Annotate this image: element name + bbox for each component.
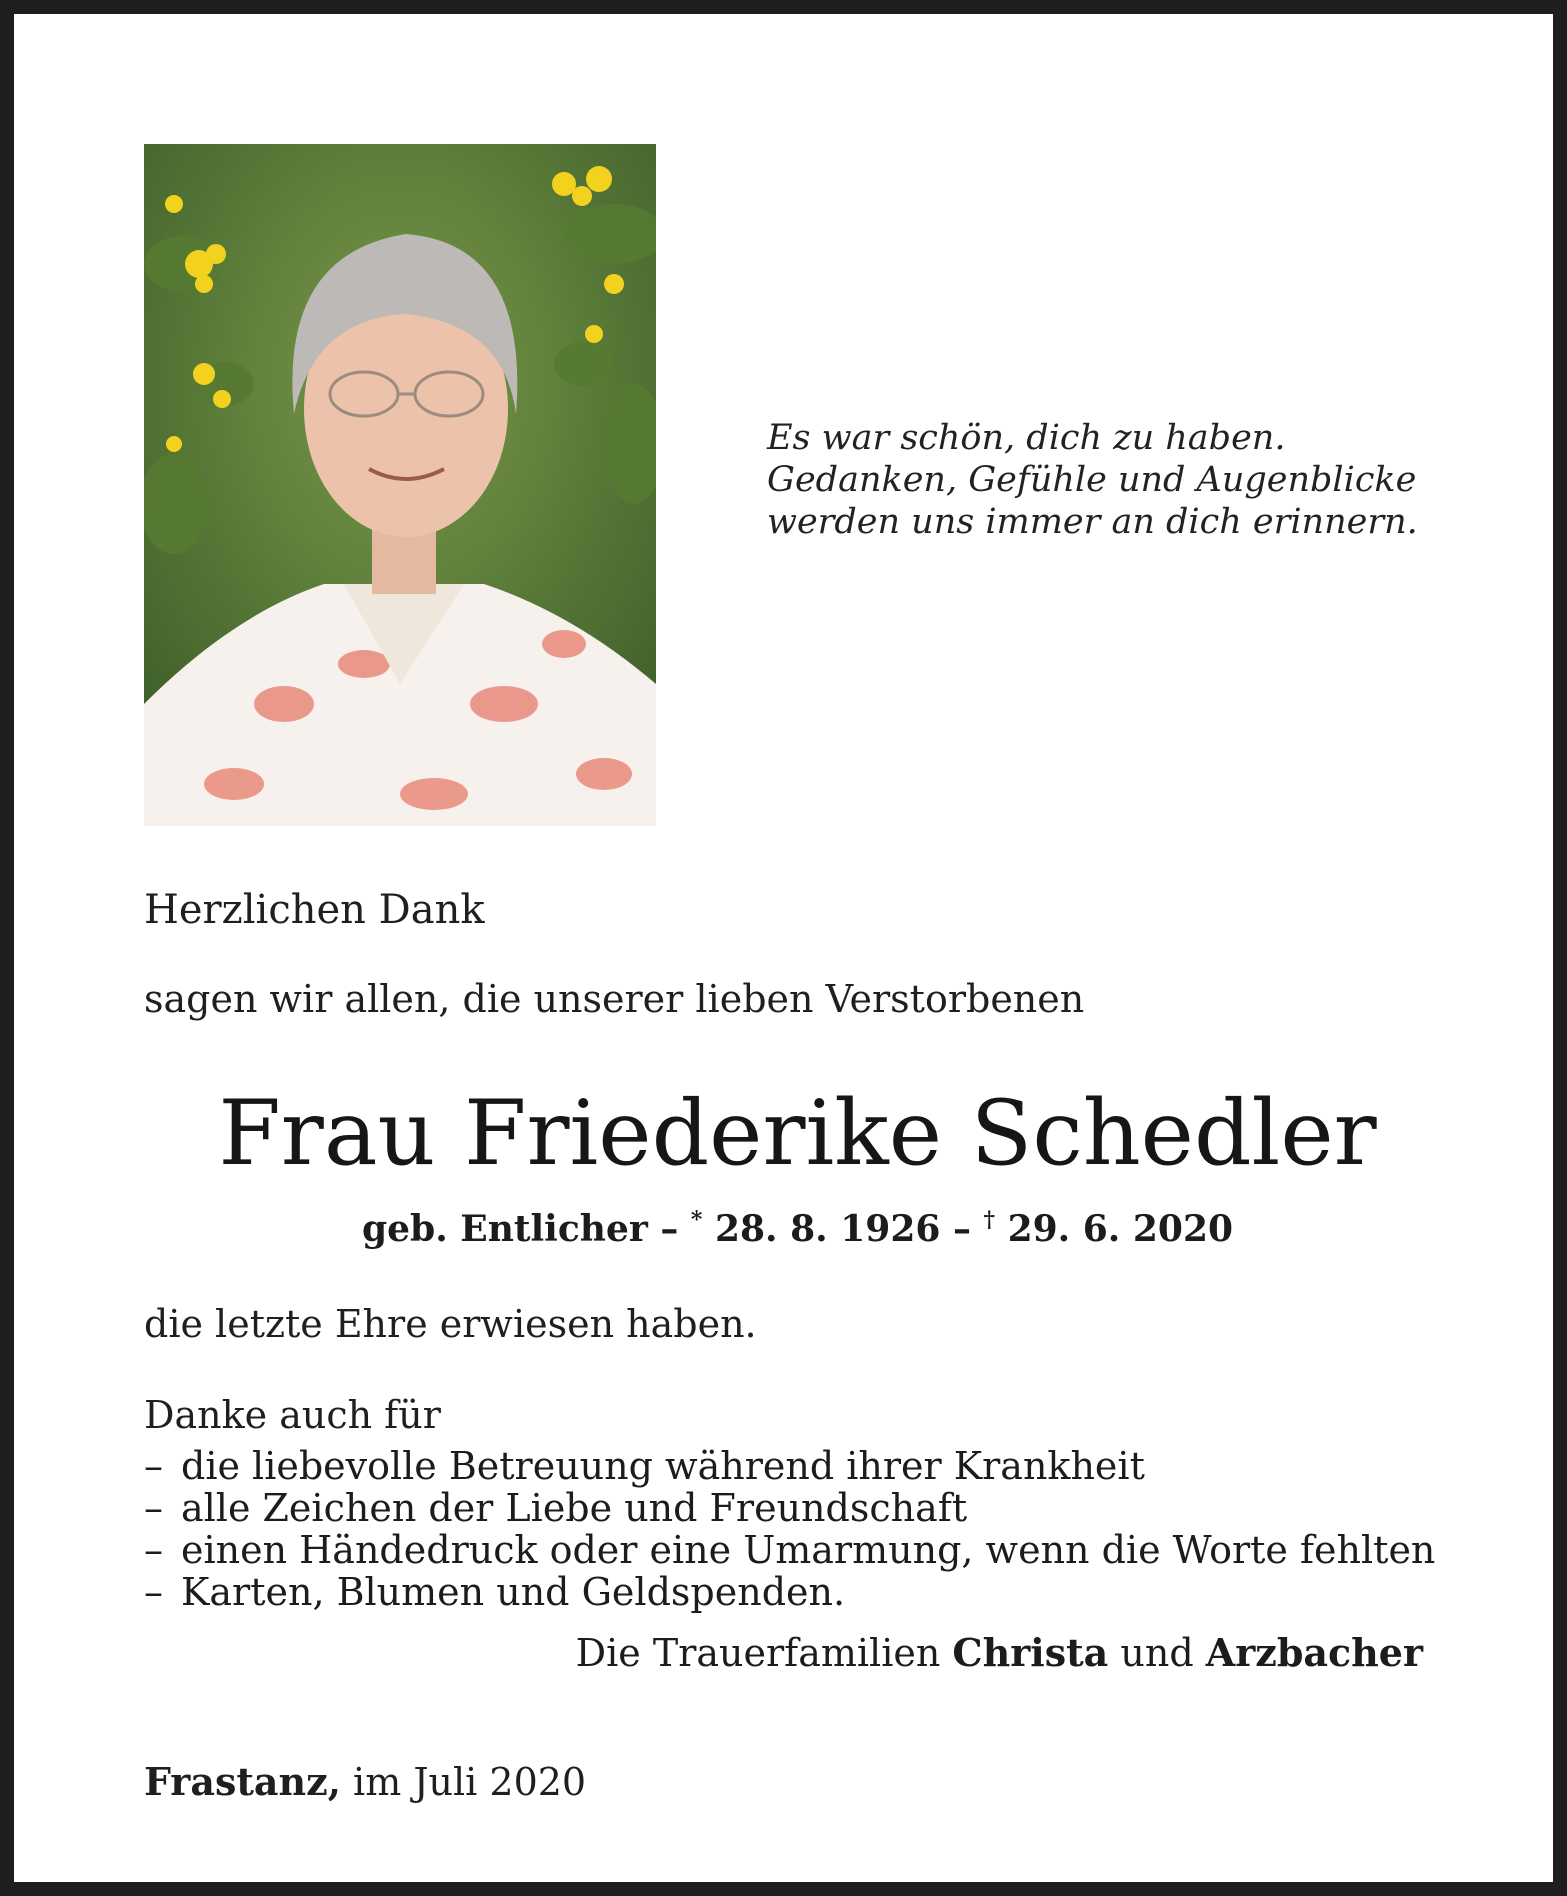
quote-line: werden uns immer an dich erinnern. [767,502,1418,542]
thanks-intro: Danke auch für [144,1393,441,1437]
portrait-photo-icon [144,144,656,826]
families-conjunction: und [1108,1631,1206,1675]
deceased-name: Frau Friederike Schedler [218,1081,1377,1186]
birth-date: 28. 8. 1926 [702,1208,941,1250]
quote-line: Gedanken, Gefühle und Augenblicke [767,460,1417,500]
birth-symbol: * [690,1207,703,1233]
quote-line: Es war schön, dich zu haben. [767,418,1286,458]
memorial-quote [767,417,1507,543]
thanks-list [144,1445,1435,1613]
list-dash: – [144,1570,163,1614]
list-item-text: einen Händedruck oder eine Umarmung, wenn die Worte fehlten [181,1528,1436,1572]
deceased-dates [14,1198,1567,1251]
thanks-heading: Herzlichen Dank [144,887,485,933]
town-name: Frastanz, [144,1759,341,1804]
list-item [144,1529,1435,1571]
date-separator: – [647,1208,691,1250]
mourning-families [576,1630,1423,1676]
list-dash: – [144,1486,163,1530]
date-separator: – [940,1208,984,1250]
list-item [144,1445,1435,1487]
date-text: im Juli 2020 [340,1760,587,1804]
intro-text: sagen wir allen, die unserer lieben Verstorbenen [144,977,1085,1021]
list-item-text: alle Zeichen der Liebe und Freundschaft [181,1486,968,1530]
honor-text: die letzte Ehre erwiesen haben. [144,1302,757,1346]
death-symbol: † [983,1207,996,1233]
list-item [144,1571,1435,1613]
list-dash: – [144,1444,163,1488]
portrait-photo [144,144,656,826]
list-item-text: Karten, Blumen und Geldspenden. [181,1570,846,1614]
families-prefix: Die Trauerfamilien [575,1631,953,1675]
death-date: 29. 6. 2020 [995,1208,1234,1250]
list-item-text: die liebevolle Betreuung während ihrer Krankheit [181,1444,1145,1488]
place-date [144,1759,586,1805]
list-item [144,1487,1435,1529]
family-name: Christa [952,1630,1109,1675]
maiden-name: geb. Entlicher [361,1208,648,1250]
family-name: Arzbacher [1205,1630,1423,1675]
list-dash: – [144,1528,163,1572]
